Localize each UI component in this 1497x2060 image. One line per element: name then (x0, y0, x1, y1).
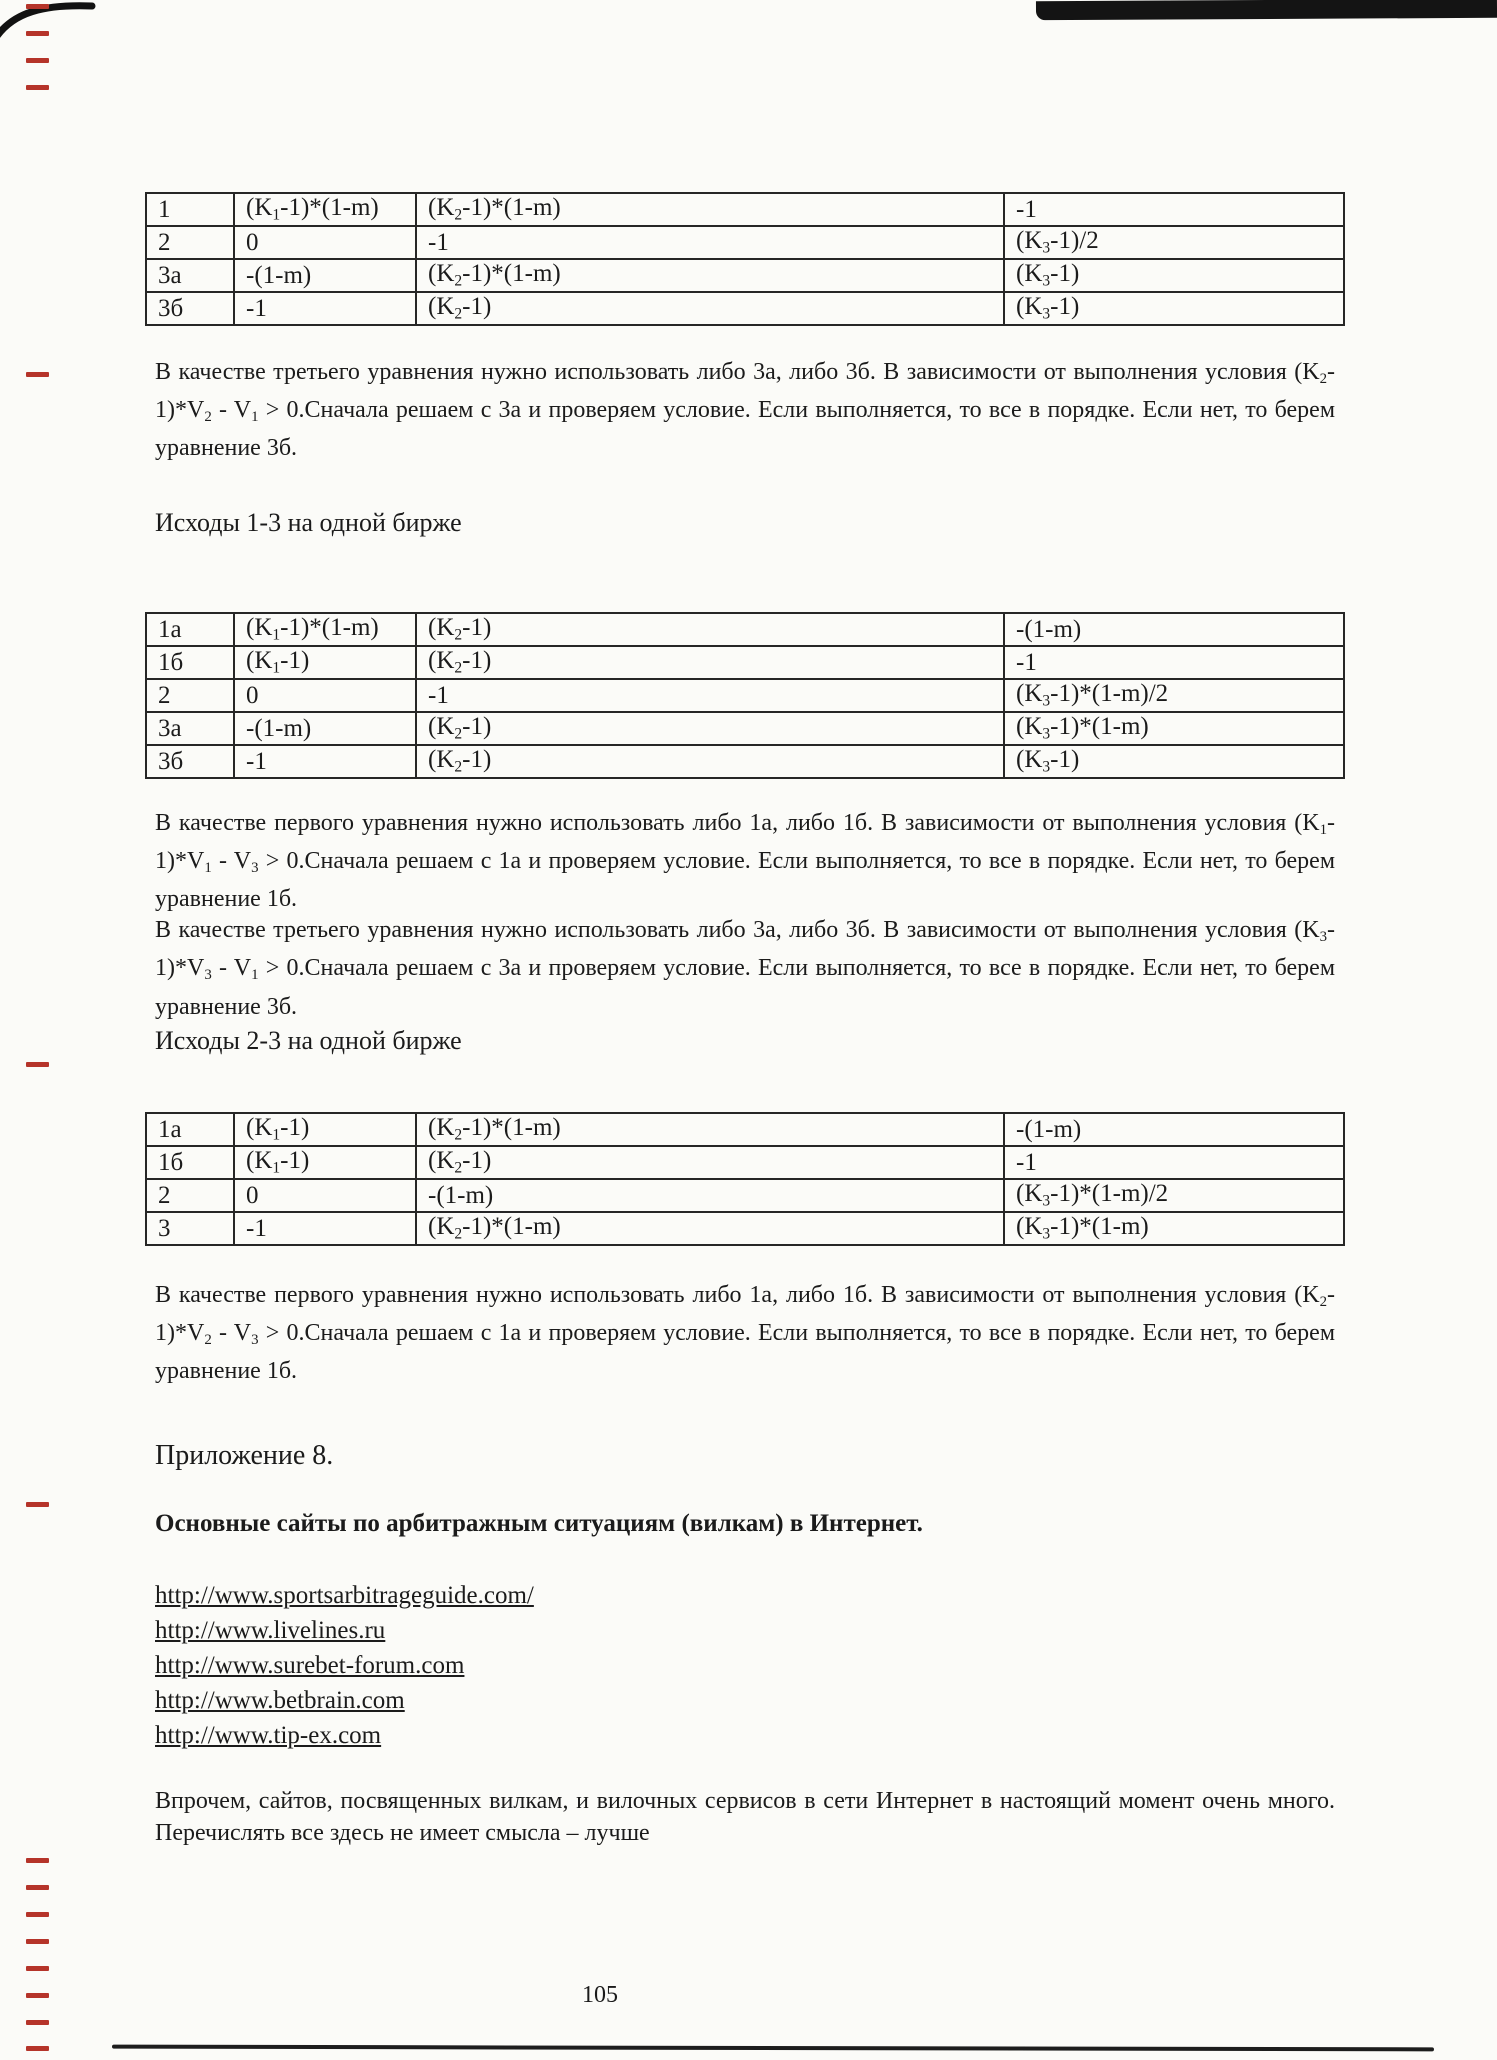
link-sportsarbitrageguide[interactable]: http://www.sportsarbitrageguide.com/ (155, 1582, 534, 1609)
table-cell: -1 (416, 679, 1004, 712)
page-number: 105 (582, 1982, 618, 2008)
table-cell: $(K_1-1)$ (234, 1113, 416, 1146)
table-cell: $(K_2-1)$ (416, 712, 1004, 745)
links-list (155, 1578, 534, 1753)
table-cell: -(1-m) (1004, 613, 1344, 646)
red-scan-mark (26, 1858, 49, 1863)
section-heading-outcomes-1-3: Исходы 1-3 на одной бирже (155, 508, 462, 537)
table-cell: $(K_1-1)*(1-m)$ (234, 193, 416, 226)
red-scan-mark (26, 2020, 49, 2025)
table-row (146, 292, 1344, 325)
table-cell: 3 (146, 1212, 234, 1245)
paragraph-closing: Впрочем, сайтов, посвященных вилкам, и вилочных сервисов в сети Интернет в настоящий момент очень много. Перечислять все здесь не имеет смысла – лучше (155, 1788, 1335, 1846)
link-surebet-forum[interactable]: http://www.surebet-forum.com (155, 1652, 465, 1679)
table-initial-outcomes (145, 192, 1345, 326)
table-cell: -(1-m) (1004, 1113, 1344, 1146)
red-scan-mark (26, 1912, 49, 1917)
table-cell: 3б (146, 292, 234, 325)
paragraph-group-notes-1-3 (155, 808, 1335, 1023)
table-row (146, 1113, 1344, 1146)
red-scan-mark (26, 1885, 49, 1890)
table-cell: 1 (146, 193, 234, 226)
table-row (146, 1146, 1344, 1179)
table-cell: -1 (234, 745, 416, 778)
red-scan-mark (26, 31, 49, 36)
table-cell: $(K_3-1)*(1-m)$ (1004, 1212, 1344, 1245)
table-cell: $(K_3-1)*(1-m)$ (1004, 712, 1344, 745)
table-cell: $(K_1-1)*(1-m)$ (234, 613, 416, 646)
table-outcomes-1-3 (145, 612, 1345, 779)
red-scan-mark (26, 2046, 49, 2051)
table-row (146, 646, 1344, 679)
table-cell: -1 (234, 292, 416, 325)
link-livelines[interactable]: http://www.livelines.ru (155, 1617, 386, 1644)
table-cell: 1б (146, 646, 234, 679)
table-cell: $(K_2-1)*(1-m)$ (416, 1212, 1004, 1245)
table-cell: -(1-m) (234, 259, 416, 292)
table-cell: $(K_1-1)$ (234, 1146, 416, 1179)
table-row (146, 1212, 1344, 1245)
table-cell: 3б (146, 745, 234, 778)
table-cell: 2 (146, 679, 234, 712)
appendix-heading: Приложение 8. (155, 1440, 334, 1471)
table-cell: $(K_2-1)$ (416, 1146, 1004, 1179)
table-row (146, 712, 1344, 745)
link-betbrain[interactable]: http://www.betbrain.com (155, 1687, 405, 1714)
scan-artifact-bottom-line (112, 2045, 1434, 2052)
table-cell: -1 (1004, 646, 1344, 679)
table-cell: $(K_2-1)$ (416, 745, 1004, 778)
sites-title: Основные сайты по арбитражным ситуациям (вилкам) в Интернет. (155, 1510, 923, 1537)
table-row (146, 193, 1344, 226)
table-row (146, 226, 1344, 259)
table-row (146, 259, 1344, 292)
table-cell: $(K_3-1)$ (1004, 745, 1344, 778)
table-cell: 1а (146, 1113, 234, 1146)
section-heading-outcomes-2-3: Исходы 2-3 на одной бирже (155, 1026, 462, 1055)
red-scan-mark (26, 1993, 49, 1998)
red-scan-mark (26, 372, 49, 377)
red-scan-mark (26, 4, 49, 9)
table-cell: $(K_3-1)/2$ (1004, 226, 1344, 259)
table-cell: 3а (146, 712, 234, 745)
table-cell: -1 (234, 1212, 416, 1245)
table-cell: $(K_2-1)$ (416, 646, 1004, 679)
table-cell: -(1-m) (234, 712, 416, 745)
scan-artifact-top-bar (1036, 0, 1497, 20)
table-cell: $(K_3-1)$ (1004, 259, 1344, 292)
table-row (146, 1179, 1344, 1212)
table-cell: $(K_3-1)*(1-m)/2$ (1004, 679, 1344, 712)
table-cell: -(1-m) (416, 1179, 1004, 1212)
table-cell: $(K_3-1)*(1-m)/2$ (1004, 1179, 1344, 1212)
table-cell: 0 (234, 1179, 416, 1212)
table-row (146, 745, 1344, 778)
table-cell: $(K_3-1)$ (1004, 292, 1344, 325)
table-cell: 1а (146, 613, 234, 646)
red-scan-mark (26, 1502, 49, 1507)
paragraph-third-equation-note: В качестве третьего уравнения нужно использовать либо 3а, либо 3б. В зависимости от выполнения условия $(K_2-1)*V_2 - V_1$ > 0.Сначала решаем с 3а и проверяем условие. Если выполняется, то все в порядке. Если нет, то берем уравнение 3б. (155, 359, 1336, 462)
table-row (146, 613, 1344, 646)
red-scan-mark (26, 1966, 49, 1971)
table-cell: $(K_1-1)$ (234, 646, 416, 679)
red-scan-mark (26, 58, 49, 63)
table-cell: 0 (234, 226, 416, 259)
table-cell: 0 (234, 679, 416, 712)
table-cell: $(K_2-1)*(1-m)$ (416, 193, 1004, 226)
red-scan-mark (26, 1939, 49, 1944)
red-scan-mark (26, 1062, 49, 1067)
paragraph-first-equation-note-2-3: В качестве первого уравнения нужно использовать либо 1а, либо 1б. В зависимости от выполнения условия $(K_2-1)*V_2 - V_3$ > 0.Сначала решаем с 1а и проверяем условие. Если выполняется, то все в порядке. Если нет, то берем уравнение 1б. (155, 1282, 1336, 1385)
table-row (146, 679, 1344, 712)
link-tip-ex[interactable]: http://www.tip-ex.com (155, 1722, 382, 1749)
paragraph-third-equation-note-2: В качестве третьего уравнения нужно использовать либо 3а, либо 3б. В зависимости от выполнения условия $(K_3-1)*V_3 - V_1$ > 0.Сначала решаем с 3а и проверяем условие. Если выполняется, то все в порядке. Если нет, то берем уравнение 3б. (155, 917, 1336, 1020)
table-outcomes-2-3 (145, 1112, 1345, 1246)
table-cell: 1б (146, 1146, 234, 1179)
table-cell: 2 (146, 1179, 234, 1212)
red-scan-mark (26, 85, 49, 90)
paragraph-first-equation-note: В качестве первого уравнения нужно использовать либо 1а, либо 1б. В зависимости от выполнения условия $(K_1-1)*V_1 - V_3$ > 0.Сначала решаем с 1а и проверяем условие. Если выполняется, то все в порядке. Если нет, то берем уравнение 1б. (155, 810, 1336, 913)
table-cell: 3а (146, 259, 234, 292)
table-cell: $(K_2-1)*(1-m)$ (416, 1113, 1004, 1146)
table-cell: $(K_2-1)*(1-m)$ (416, 259, 1004, 292)
table-cell: $(K_2-1)$ (416, 292, 1004, 325)
table-cell: -1 (1004, 193, 1344, 226)
table-cell: -1 (1004, 1146, 1344, 1179)
table-cell: 2 (146, 226, 234, 259)
table-cell: $(K_2-1)$ (416, 613, 1004, 646)
table-cell: -1 (416, 226, 1004, 259)
